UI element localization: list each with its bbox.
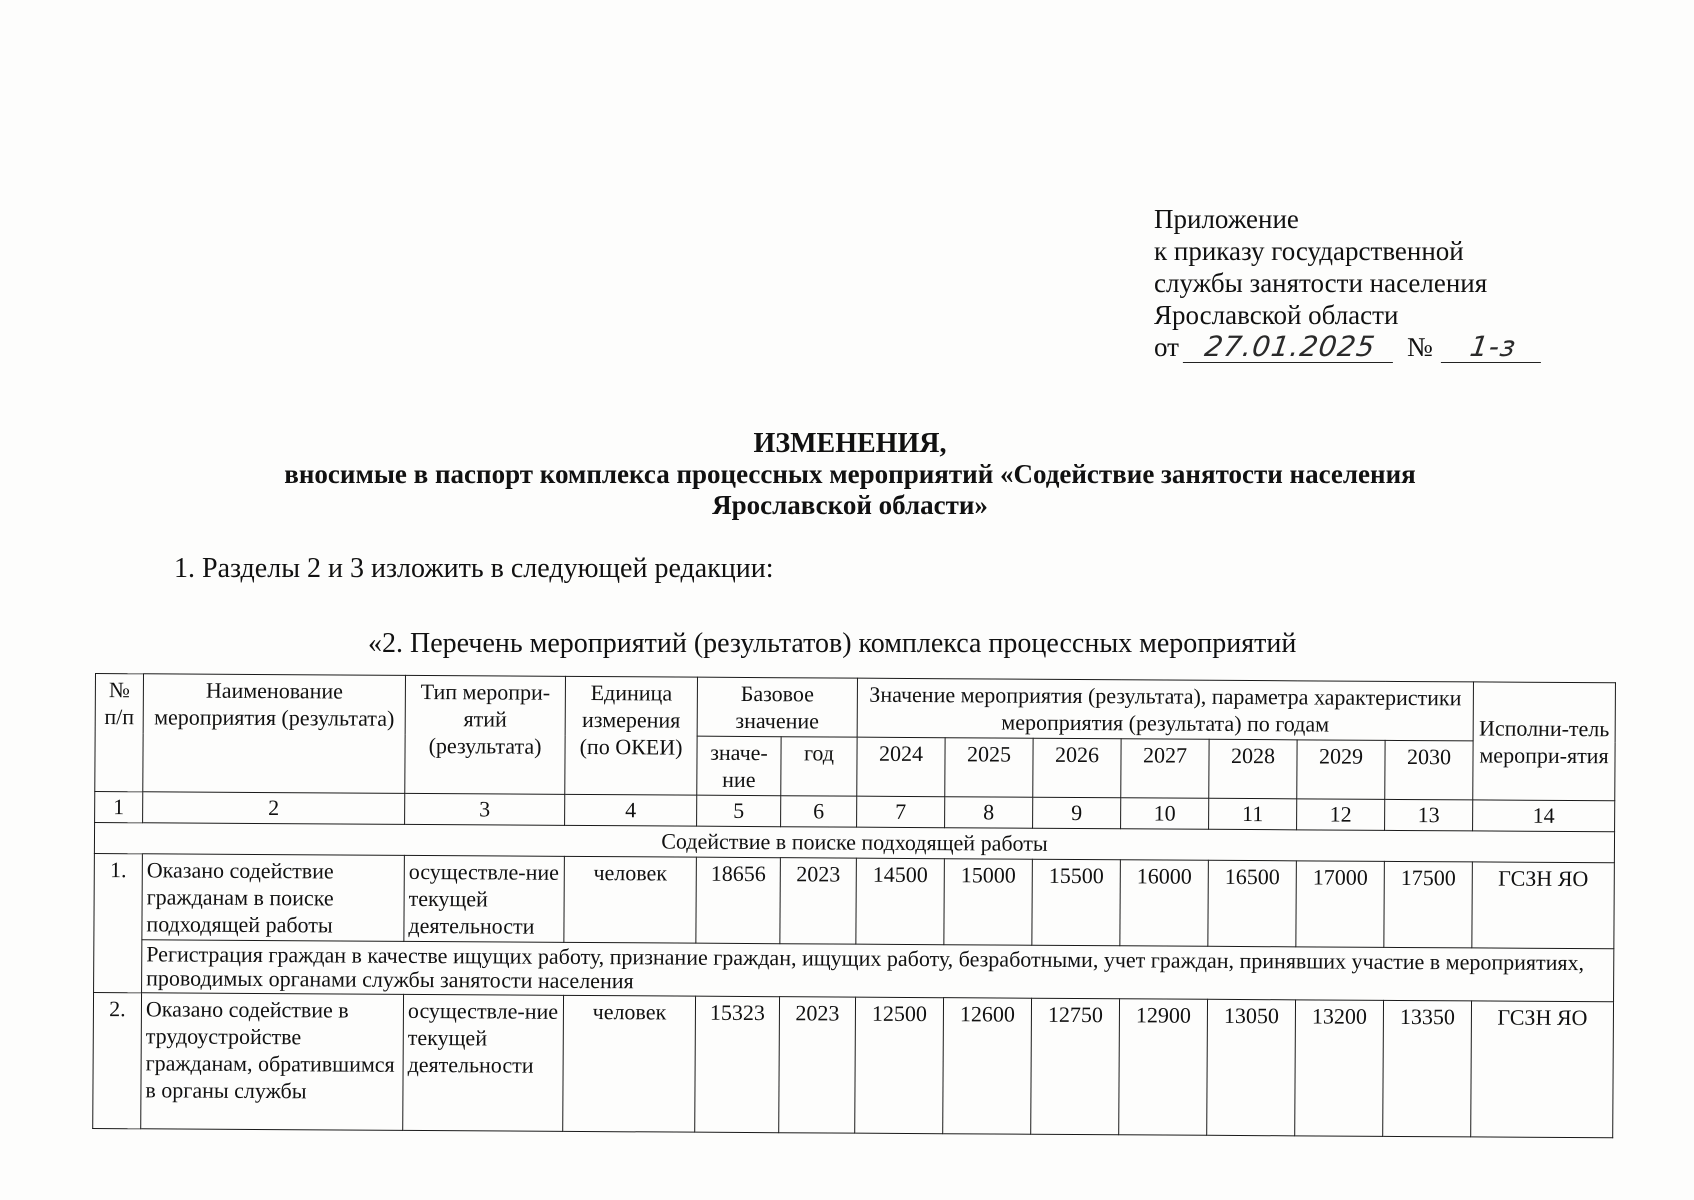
column-number: 12 <box>1297 799 1385 831</box>
appendix-block <box>1154 203 1543 363</box>
column-number: 14 <box>1473 800 1615 832</box>
column-number: 11 <box>1209 798 1297 830</box>
row-description: Регистрация граждан в качестве ищущих работу, признание граждан, ищущих работу, безработными, учет граждан, принявших участие в мероприятиях, проводимых органами службы занятости населения <box>142 940 1614 1002</box>
appendix-line: Ярославской области <box>1154 300 1399 330</box>
row-value-2029: 13200 <box>1295 1000 1384 1137</box>
header-year: 2029 <box>1297 740 1385 800</box>
header-year: 2028 <box>1209 739 1297 799</box>
column-number: 8 <box>945 797 1033 829</box>
column-number: 6 <box>781 796 857 827</box>
header-type: Тип меропри-ятий (результата) <box>405 675 566 794</box>
row-unit: человек <box>563 995 696 1132</box>
row-value-2026: 15500 <box>1032 859 1121 946</box>
document-title: ИЗМЕНЕНИЯ, <box>753 428 947 459</box>
header-year: 2030 <box>1385 740 1473 800</box>
row-unit: человек <box>564 856 697 943</box>
header-year: 2027 <box>1121 739 1209 799</box>
header-num: № п/п <box>95 674 144 792</box>
header-year: 2025 <box>945 738 1033 798</box>
row-value-2026: 12750 <box>1031 998 1120 1135</box>
number-label: № <box>1406 332 1433 362</box>
appendix-line: Приложение <box>1154 204 1299 234</box>
row-num: 1. <box>94 853 143 992</box>
measures-table <box>92 673 1616 1138</box>
header-executor: Исполни-тель меропри-ятия <box>1473 682 1616 801</box>
table-row <box>94 853 1614 948</box>
column-number: 4 <box>565 794 697 826</box>
row-type: осуществле-ние текущей деятельности <box>404 855 565 942</box>
section-caption: Содействие в поиске подходящей работы <box>94 823 1614 863</box>
header-name: Наименование мероприятия (результата) <box>143 674 406 794</box>
header-base: Базовое значение <box>697 677 857 737</box>
row-value-2027: 12900 <box>1119 999 1208 1136</box>
header-year: 2024 <box>857 737 945 797</box>
row-value-2025: 12600 <box>943 998 1032 1135</box>
header-base-year: год <box>781 737 857 796</box>
row-executor: ГСЗН ЯО <box>1472 862 1615 949</box>
header-base-value: значе-ние <box>697 736 781 796</box>
row-num: 2. <box>93 992 142 1128</box>
row-value-2030: 13350 <box>1383 1000 1472 1137</box>
row-base-year: 2023 <box>779 997 856 1133</box>
document-subtitle-line2: Ярославской области» <box>712 490 988 520</box>
column-number: 13 <box>1385 799 1473 831</box>
handwritten-number: 1-з <box>1441 332 1545 363</box>
row-base-value: 15323 <box>695 996 780 1133</box>
appendix-line: службы занятости населения <box>1154 268 1488 298</box>
from-label: от <box>1154 332 1179 362</box>
row-value-2028: 16500 <box>1208 860 1297 947</box>
column-number: 9 <box>1033 797 1121 829</box>
header-values-group: Значение мероприятия (результата), параметра характеристики мероприятия (результата) по годам <box>857 678 1473 741</box>
row-value-2030: 17500 <box>1384 861 1473 948</box>
column-number: 10 <box>1121 798 1209 830</box>
appendix-line: к приказу государственной <box>1154 236 1464 266</box>
row-base-year: 2023 <box>780 858 857 944</box>
section-title: «2. Перечень мероприятий (результатов) комплекса процессных мероприятий <box>368 628 1297 659</box>
column-number: 1 <box>95 792 143 823</box>
column-number: 3 <box>405 793 565 825</box>
column-number: 5 <box>697 795 781 827</box>
row-value-2025: 15000 <box>944 859 1033 946</box>
column-number: 2 <box>143 792 405 825</box>
order-reference <box>1154 331 1543 363</box>
document-subtitle-line1: вносимые в паспорт комплекса процессных мероприятий «Содействие занятости населения <box>284 459 1416 489</box>
row-name: Оказано содействие гражданам в поиске подходящей работы <box>142 854 405 942</box>
row-value-2024: 12500 <box>855 997 944 1134</box>
column-number: 7 <box>857 796 945 828</box>
header-row <box>95 674 1615 742</box>
table-row <box>93 992 1614 1137</box>
header-year: 2026 <box>1033 738 1121 798</box>
row-name: Оказано содействие в трудоустройстве гражданам, обратившимся в органы службы <box>141 993 404 1131</box>
row-value-2027: 16000 <box>1120 860 1209 947</box>
row-value-2029: 17000 <box>1296 861 1385 948</box>
row-executor: ГСЗН ЯО <box>1471 1001 1614 1138</box>
row-value-2028: 13050 <box>1207 999 1296 1136</box>
document-heading <box>180 428 1520 521</box>
handwritten-date: 27.01.2025 <box>1183 332 1397 363</box>
description-row <box>94 939 1614 1001</box>
header-unit: Единица измерения (по ОКЕИ) <box>565 676 698 795</box>
row-value-2024: 14500 <box>856 858 945 945</box>
clause-text: 1. Разделы 2 и 3 изложить в следующей редакции: <box>174 553 774 584</box>
row-type: осуществле-ние текущей деятельности <box>403 994 564 1131</box>
row-base-value: 18656 <box>696 857 781 944</box>
